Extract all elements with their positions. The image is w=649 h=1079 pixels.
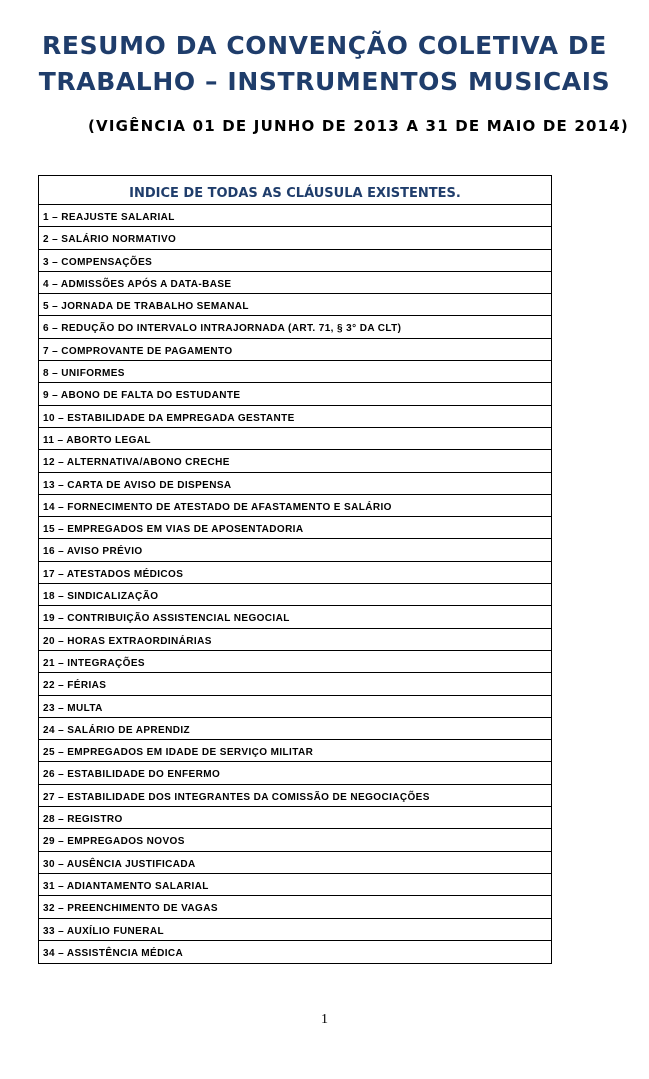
page-number: 1	[321, 1012, 328, 1027]
clause-row: 14 – FORNECIMENTO DE ATESTADO DE AFASTAMENTO E SALÁRIO	[39, 495, 551, 517]
clause-row: 29 – EMPREGADOS NOVOS	[39, 829, 551, 851]
clause-row: 11 – ABORTO LEGAL	[39, 428, 551, 450]
clause-row: 2 – SALÁRIO NORMATIVO	[39, 227, 551, 249]
clause-row: 9 – ABONO DE FALTA DO ESTUDANTE	[39, 383, 551, 405]
clause-row: 18 – SINDICALIZAÇÃO	[39, 584, 551, 606]
clause-row: 13 – CARTA DE AVISO DE DISPENSA	[39, 473, 551, 495]
clause-row: 34 – ASSISTÊNCIA MÉDICA	[43, 947, 184, 959]
clause-row: 16 – AVISO PRÉVIO	[39, 539, 551, 561]
clause-row: 7 – COMPROVANTE DE PAGAMENTO	[39, 339, 551, 361]
clause-row: 17 – ATESTADOS MÉDICOS	[39, 562, 551, 584]
validity-period: (VIGÊNCIA 01 DE JUNHO DE 2013 A 31 DE MAIO DE 2014)	[88, 117, 629, 135]
clause-row: 10 – ESTABILIDADE DA EMPREGADA GESTANTE	[39, 406, 551, 428]
clause-row: 25 – EMPREGADOS EM IDADE DE SERVIÇO MILITAR	[39, 740, 551, 762]
document-title-line-2: TRABALHO – INSTRUMENTOS MUSICAIS	[38, 67, 611, 96]
clause-row: 12 – ALTERNATIVA/ABONO CRECHE	[39, 450, 551, 472]
clause-row: 4 – ADMISSÕES APÓS A DATA-BASE	[39, 272, 551, 294]
clause-row: 8 – UNIFORMES	[39, 361, 551, 383]
clause-row: 1 – REAJUSTE SALARIAL	[39, 205, 551, 227]
clause-row: 27 – ESTABILIDADE DOS INTEGRANTES DA COMISSÃO DE NEGOCIAÇÕES	[39, 785, 551, 807]
clause-row: 3 – COMPENSAÇÕES	[39, 250, 551, 272]
clause-list	[39, 205, 551, 963]
clause-row: 24 – SALÁRIO DE APRENDIZ	[39, 718, 551, 740]
clause-row: 19 – CONTRIBUIÇÃO ASSISTENCIAL NEGOCIAL	[39, 606, 551, 628]
clause-row: 26 – ESTABILIDADE DO ENFERMO	[39, 762, 551, 784]
clause-row: 23 – MULTA	[39, 696, 551, 718]
clause-row: 32 – PREENCHIMENTO DE VAGAS	[39, 896, 551, 918]
clause-row: 22 – FÉRIAS	[39, 673, 551, 695]
clause-row: 5 – JORNADA DE TRABALHO SEMANAL	[39, 294, 551, 316]
clause-index-table	[38, 175, 552, 964]
clause-row: 21 – INTEGRAÇÕES	[39, 651, 551, 673]
document-title-line-1: RESUMO DA CONVENÇÃO COLETIVA DE	[42, 31, 607, 60]
clause-row: 6 – REDUÇÃO DO INTERVALO INTRAJORNADA (ART. 71, § 3° DA CLT)	[39, 316, 551, 338]
clause-row: 33 – AUXÍLIO FUNERAL	[39, 919, 551, 941]
clause-index-header: INDICE DE TODAS AS CLÁUSULA EXISTENTES.	[39, 176, 551, 205]
document-title	[0, 28, 649, 100]
clause-row: 30 – AUSÊNCIA JUSTIFICADA	[39, 852, 551, 874]
clause-row: 20 – HORAS EXTRAORDINÁRIAS	[39, 629, 551, 651]
clause-row: 28 – REGISTRO	[39, 807, 551, 829]
clause-row: 15 – EMPREGADOS EM VIAS DE APOSENTADORIA	[39, 517, 551, 539]
clause-row: 31 – ADIANTAMENTO SALARIAL	[39, 874, 551, 896]
